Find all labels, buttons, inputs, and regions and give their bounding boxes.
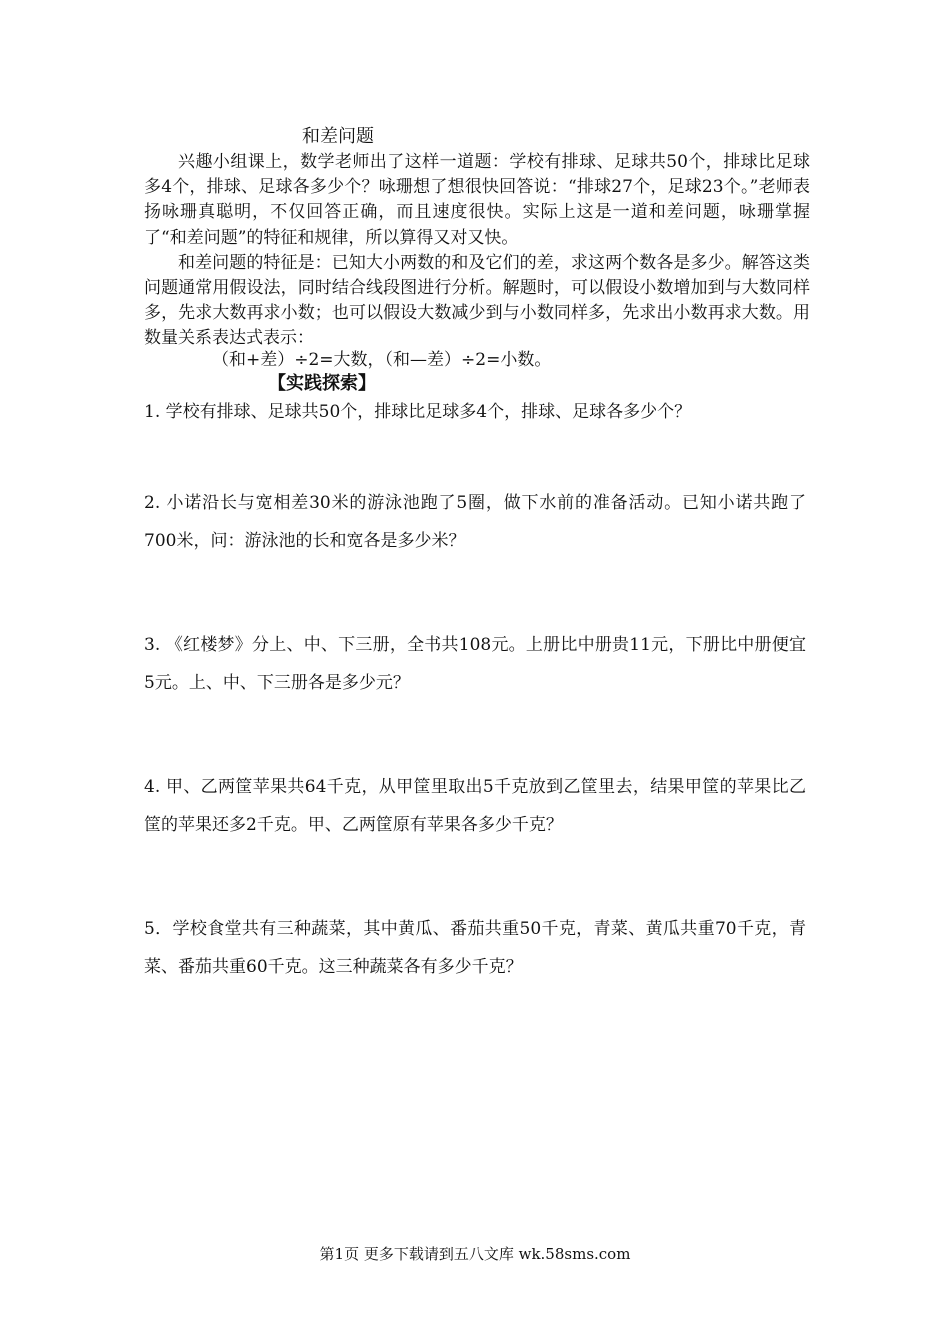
question-5: 5．学校食堂共有三种蔬菜，其中黄瓜、番茄共重50千克，青菜、黄瓜共重70千克，青菜、番茄共重60千克。这三种蔬菜各有多少千克？ bbox=[144, 919, 806, 977]
question-2: 2. 小诺沿长与宽相差30米的游泳池跑了5圈，做下水前的准备活动。已知小诺共跑了700米，问：游泳池的长和宽各是多少米？ bbox=[144, 493, 806, 551]
document-title: 和差问题 bbox=[302, 126, 374, 147]
question-4: 4. 甲、乙两筐苹果共64千克，从甲筐里取出5千克放到乙筐里去，结果甲筐的苹果比乙筐的苹果还多2千克。甲、乙两筐原有苹果各多少千克？ bbox=[144, 777, 806, 835]
intro-text bbox=[144, 150, 810, 352]
question-1: 1. 学校有排球、足球共50个，排球比足球多4个，排球、足球各多少个？ bbox=[144, 402, 692, 422]
formula-line: （和+差）÷2=大数，（和—差）÷2=小数。 bbox=[212, 350, 552, 370]
intro-paragraph: 和差问题的特征是：已知大小两数的和及它们的差，求这两个数各是多少。解答这类问题通常用假设法，同时结合线段图进行分析。解题时，可以假设小数增加到与大数同样多，先求大数再求小数；也可以假设大数减少到与小数同样多，先求出小数再求大数。用数量关系表达式表示： bbox=[144, 252, 810, 349]
section-heading: 【实践探索】 bbox=[268, 373, 376, 394]
intro-paragraph: 兴趣小组课上，数学老师出了这样一道题：学校有排球、足球共50个，排球比足球多4个，排球、足球各多少个？咏珊想了想很快回答说：“排球27个，足球23个。”老师表扬咏珊真聪明，不仅回答正确，而且速度很快。实际上这是一道和差问题，咏珊掌握了“和差问题”的特征和规律，所以算得又对又快。 bbox=[144, 152, 810, 248]
page-footer: 第1页 更多下载请到五八文库 wk.58sms.com bbox=[319, 1245, 631, 1263]
question-3: 3. 《红楼梦》分上、中、下三册，全书共108元。上册比中册贵11元，下册比中册便宜5元。上、中、下三册各是多少元？ bbox=[144, 635, 806, 693]
